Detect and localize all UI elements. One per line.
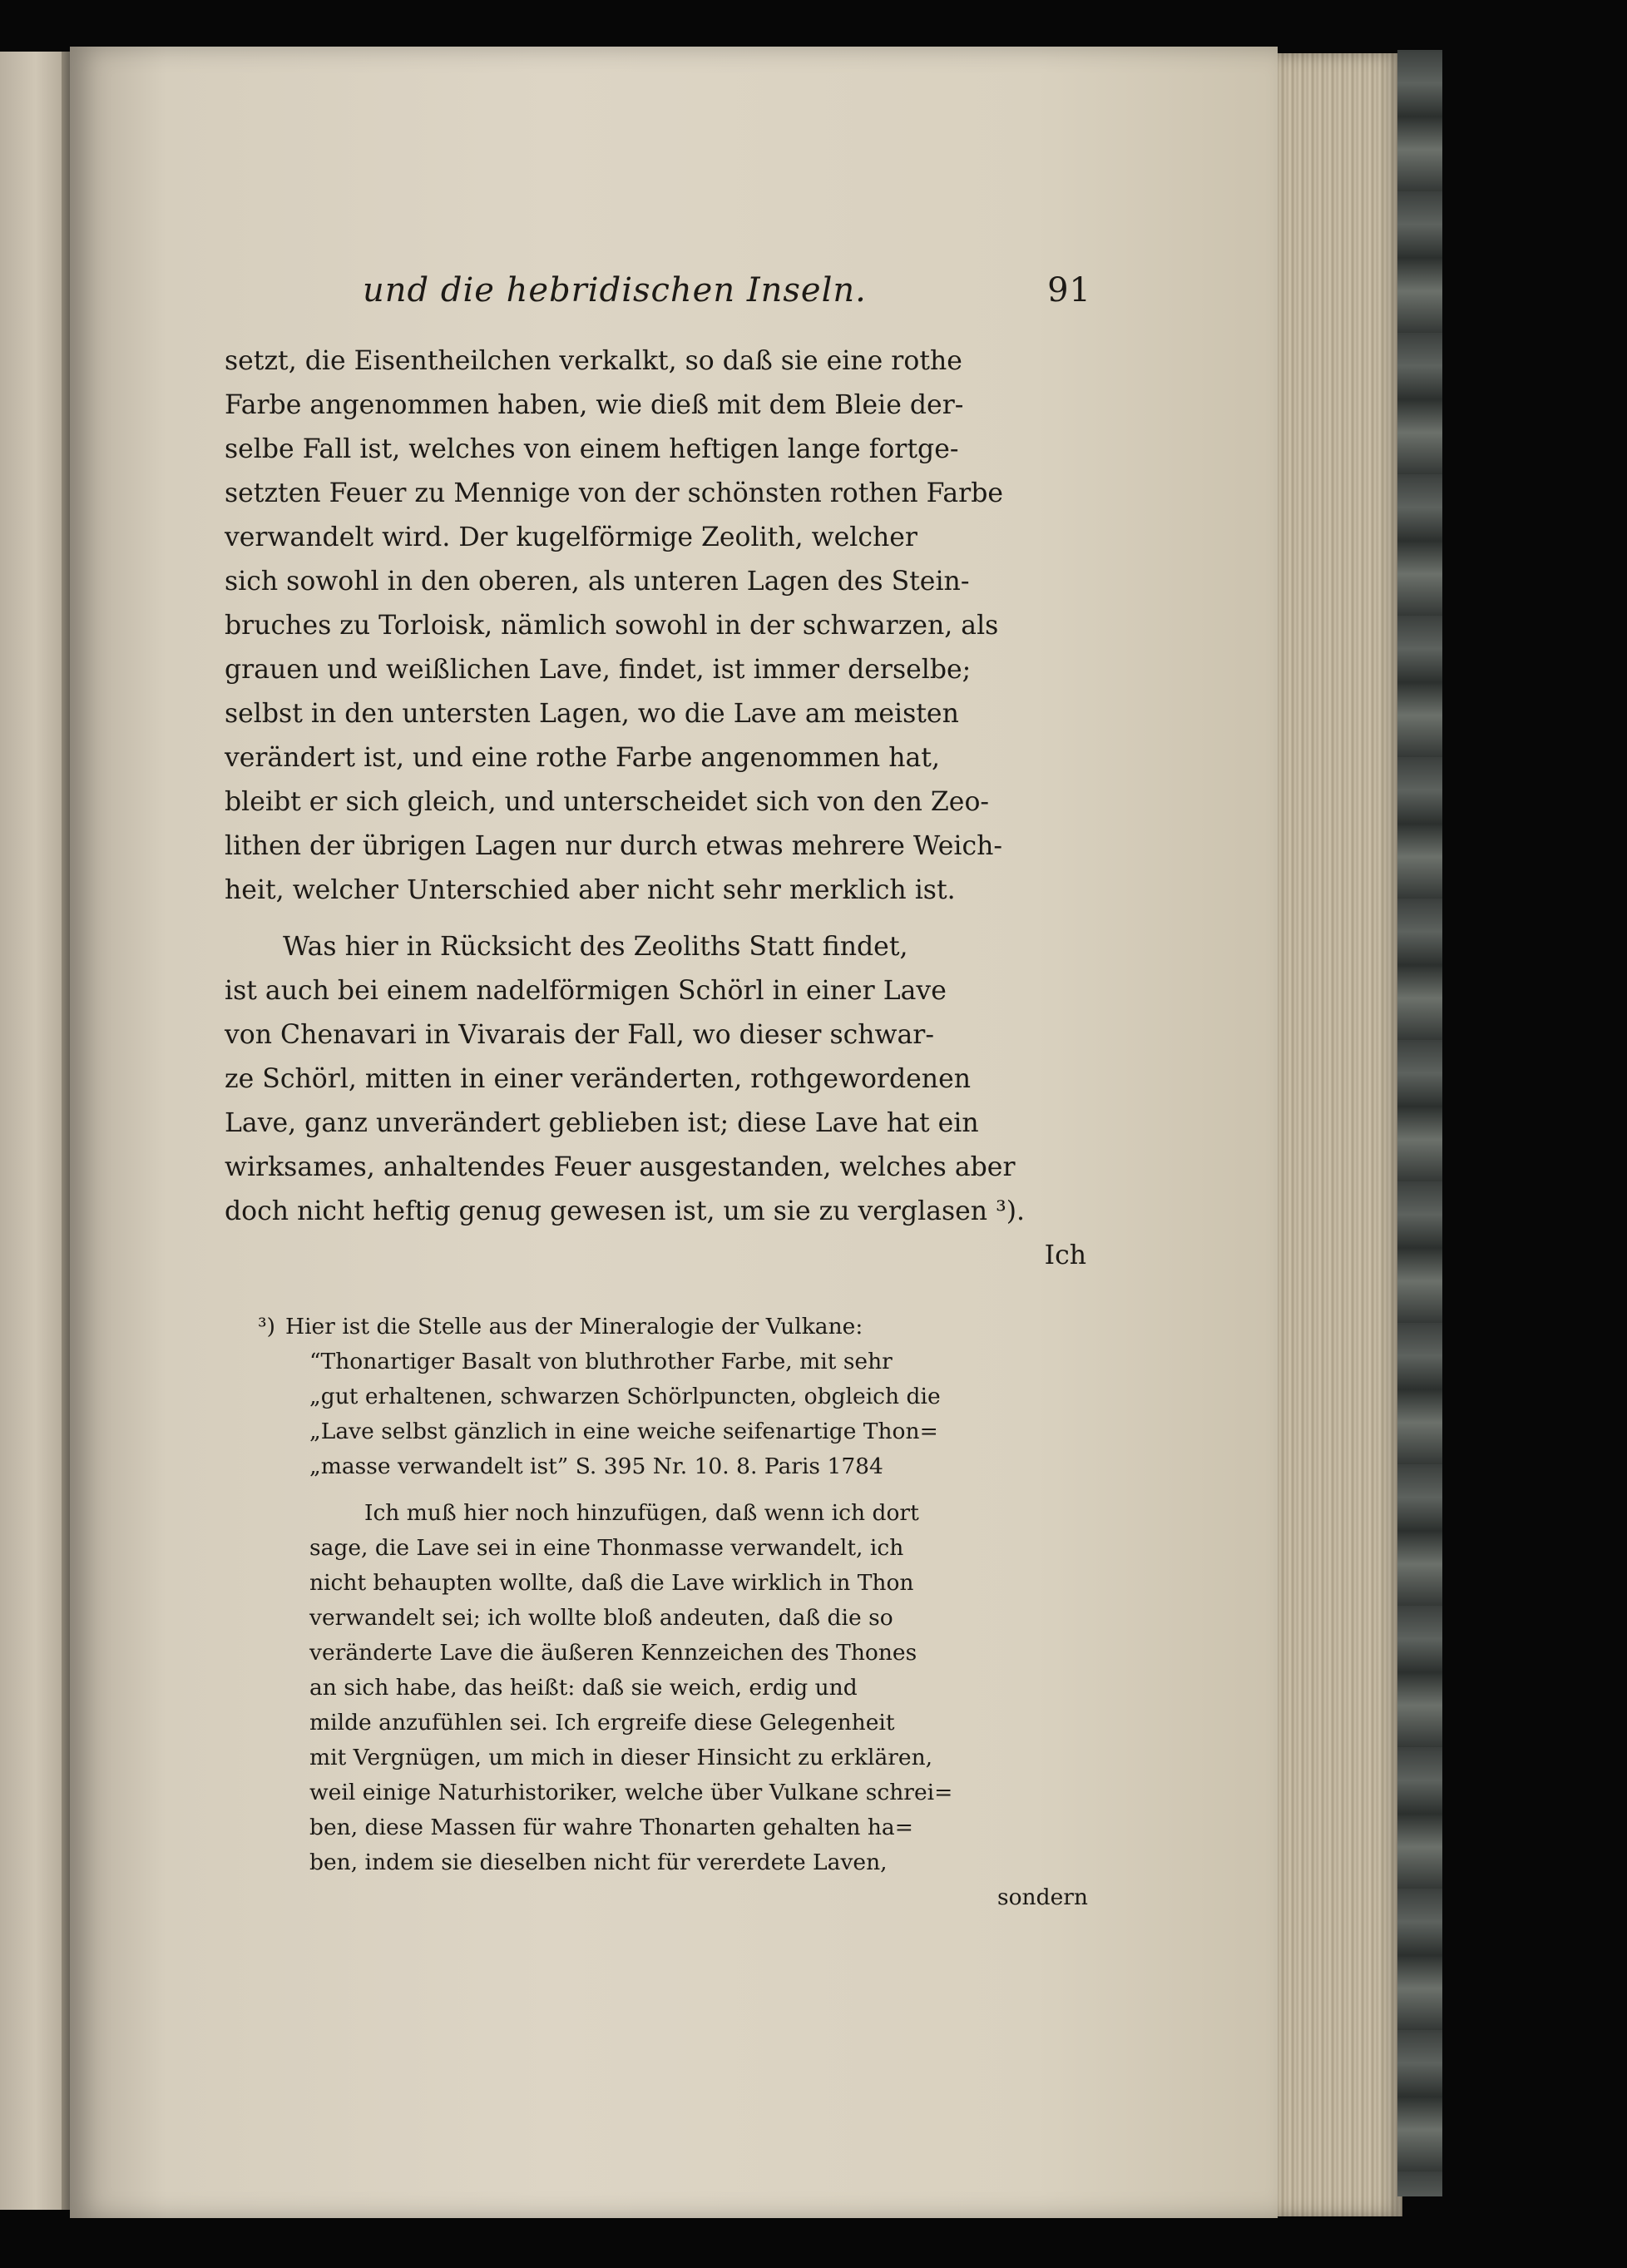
footnote-line: mit Vergnügen, um mich in dieser Hinsicht zu erklären, (309, 1745, 933, 1770)
footnote-line (258, 1310, 1090, 1344)
footnote-line: nicht behaupten wollte, daß die Lave wirklich in Thon (309, 1570, 914, 1596)
footnote-gap (225, 1484, 1090, 1496)
text-line: Lave, ganz unverändert geblieben ist; diese Lave hat ein (225, 1108, 979, 1138)
running-title: und die hebridischen Inseln. (363, 271, 867, 309)
text-line: Farbe angenommen haben, wie dieß mit dem Bleie der- (225, 390, 964, 420)
footnote-line: „masse verwandelt ist” S. 395 Nr. 10. 8. Paris 1784 (309, 1453, 883, 1479)
text-line: sich sowohl in den oberen, als unteren Lagen des Stein- (225, 567, 970, 597)
text-line: bruches zu Torloisk, nämlich sowohl in der schwarzen, als (225, 611, 999, 641)
text-line: bleibt er sich gleich, und unterscheidet sich von den Zeo- (225, 787, 990, 817)
page-block-edge (1278, 53, 1402, 2216)
footnote-line: ben, indem sie dieselben nicht für vererdete Laven, (309, 1850, 888, 1875)
book-page (70, 47, 1278, 2218)
footnote-catchword: sondern (996, 1884, 1088, 1910)
text-line: selbe Fall ist, welches von einem heftigen lange fortge- (225, 434, 959, 464)
main-text (225, 339, 1090, 1278)
footnote-line: „Lave selbst gänzlich in eine weiche seifenartige Thon= (309, 1419, 938, 1444)
page-header (225, 271, 1090, 321)
text-line: verändert ist, und eine rothe Farbe angenommen hat, (225, 743, 940, 773)
text-line: Was hier in Rücksicht des Zeoliths Statt findet, (283, 932, 908, 962)
facing-page-edge (0, 52, 65, 2210)
page-number: 91 (1047, 271, 1091, 309)
footnote-line: ben, diese Massen für wahre Thonarten gehalten ha= (309, 1815, 913, 1840)
footnote (225, 1310, 1090, 1915)
footnote-line: veränderte Lave die äußeren Kennzeichen des Thones (309, 1640, 917, 1666)
book-cover-edge (1397, 50, 1442, 2196)
text-line: ze Schörl, mitten in einer veränderten, rothgewordenen (225, 1064, 971, 1094)
text-line: selbst in den untersten Lagen, wo die Lave am meisten (225, 699, 959, 729)
footnote-text: Hier ist die Stelle aus der Mineralogie der Vulkane: (284, 1314, 863, 1340)
text-line: lithen der übrigen Lagen nur durch etwas mehrere Weich- (225, 831, 1003, 861)
text-line: doch nicht heftig genug gewesen ist, um sie zu verglasen ³). (225, 1196, 1026, 1226)
footnote-line: milde anzufühlen sei. Ich ergreife diese Gelegenheit (309, 1710, 895, 1736)
paragraph-gap (225, 913, 1090, 925)
catchword: Ich (1044, 1240, 1086, 1270)
text-line: ist auch bei einem nadelförmigen Schörl in einer Lave (225, 976, 947, 1006)
text-line: setzt, die Eisentheilchen verkalkt, so daß sie eine rothe (225, 346, 962, 376)
footnote-line: weil einige Naturhistoriker, welche über Vulkane schrei= (309, 1780, 953, 1805)
footnote-line: sage, die Lave sei in eine Thonmasse verwandelt, ich (309, 1535, 904, 1561)
footnote-line: „gut erhaltenen, schwarzen Schörlpuncten, obgleich die (309, 1384, 941, 1409)
text-line: heit, welcher Unterschied aber nicht sehr merklich ist. (225, 875, 956, 905)
text-line: verwandelt wird. Der kugelförmige Zeolith, welcher (225, 522, 917, 552)
footnote-line: “Thonartiger Basalt von bluthrother Farbe, mit sehr (309, 1349, 893, 1374)
text-line: grauen und weißlichen Lave, findet, ist immer derselbe; (225, 655, 972, 685)
text-line: wirksames, anhaltendes Feuer ausgestanden, welches aber (225, 1152, 1016, 1182)
text-line: setzten Feuer zu Mennige von der schönsten rothen Farbe (225, 478, 1004, 508)
footnote-marker: ³) (258, 1314, 275, 1340)
footnote-line: verwandelt sei; ich wollte bloß andeuten, daß die so (309, 1605, 893, 1631)
footnote-line: an sich habe, das heißt: daß sie weich, erdig und (309, 1675, 858, 1701)
footnote-line: Ich muß hier noch hinzufügen, daß wenn ich dort (364, 1500, 919, 1526)
text-line: von Chenavari in Vivarais der Fall, wo dieser schwar- (225, 1020, 934, 1050)
